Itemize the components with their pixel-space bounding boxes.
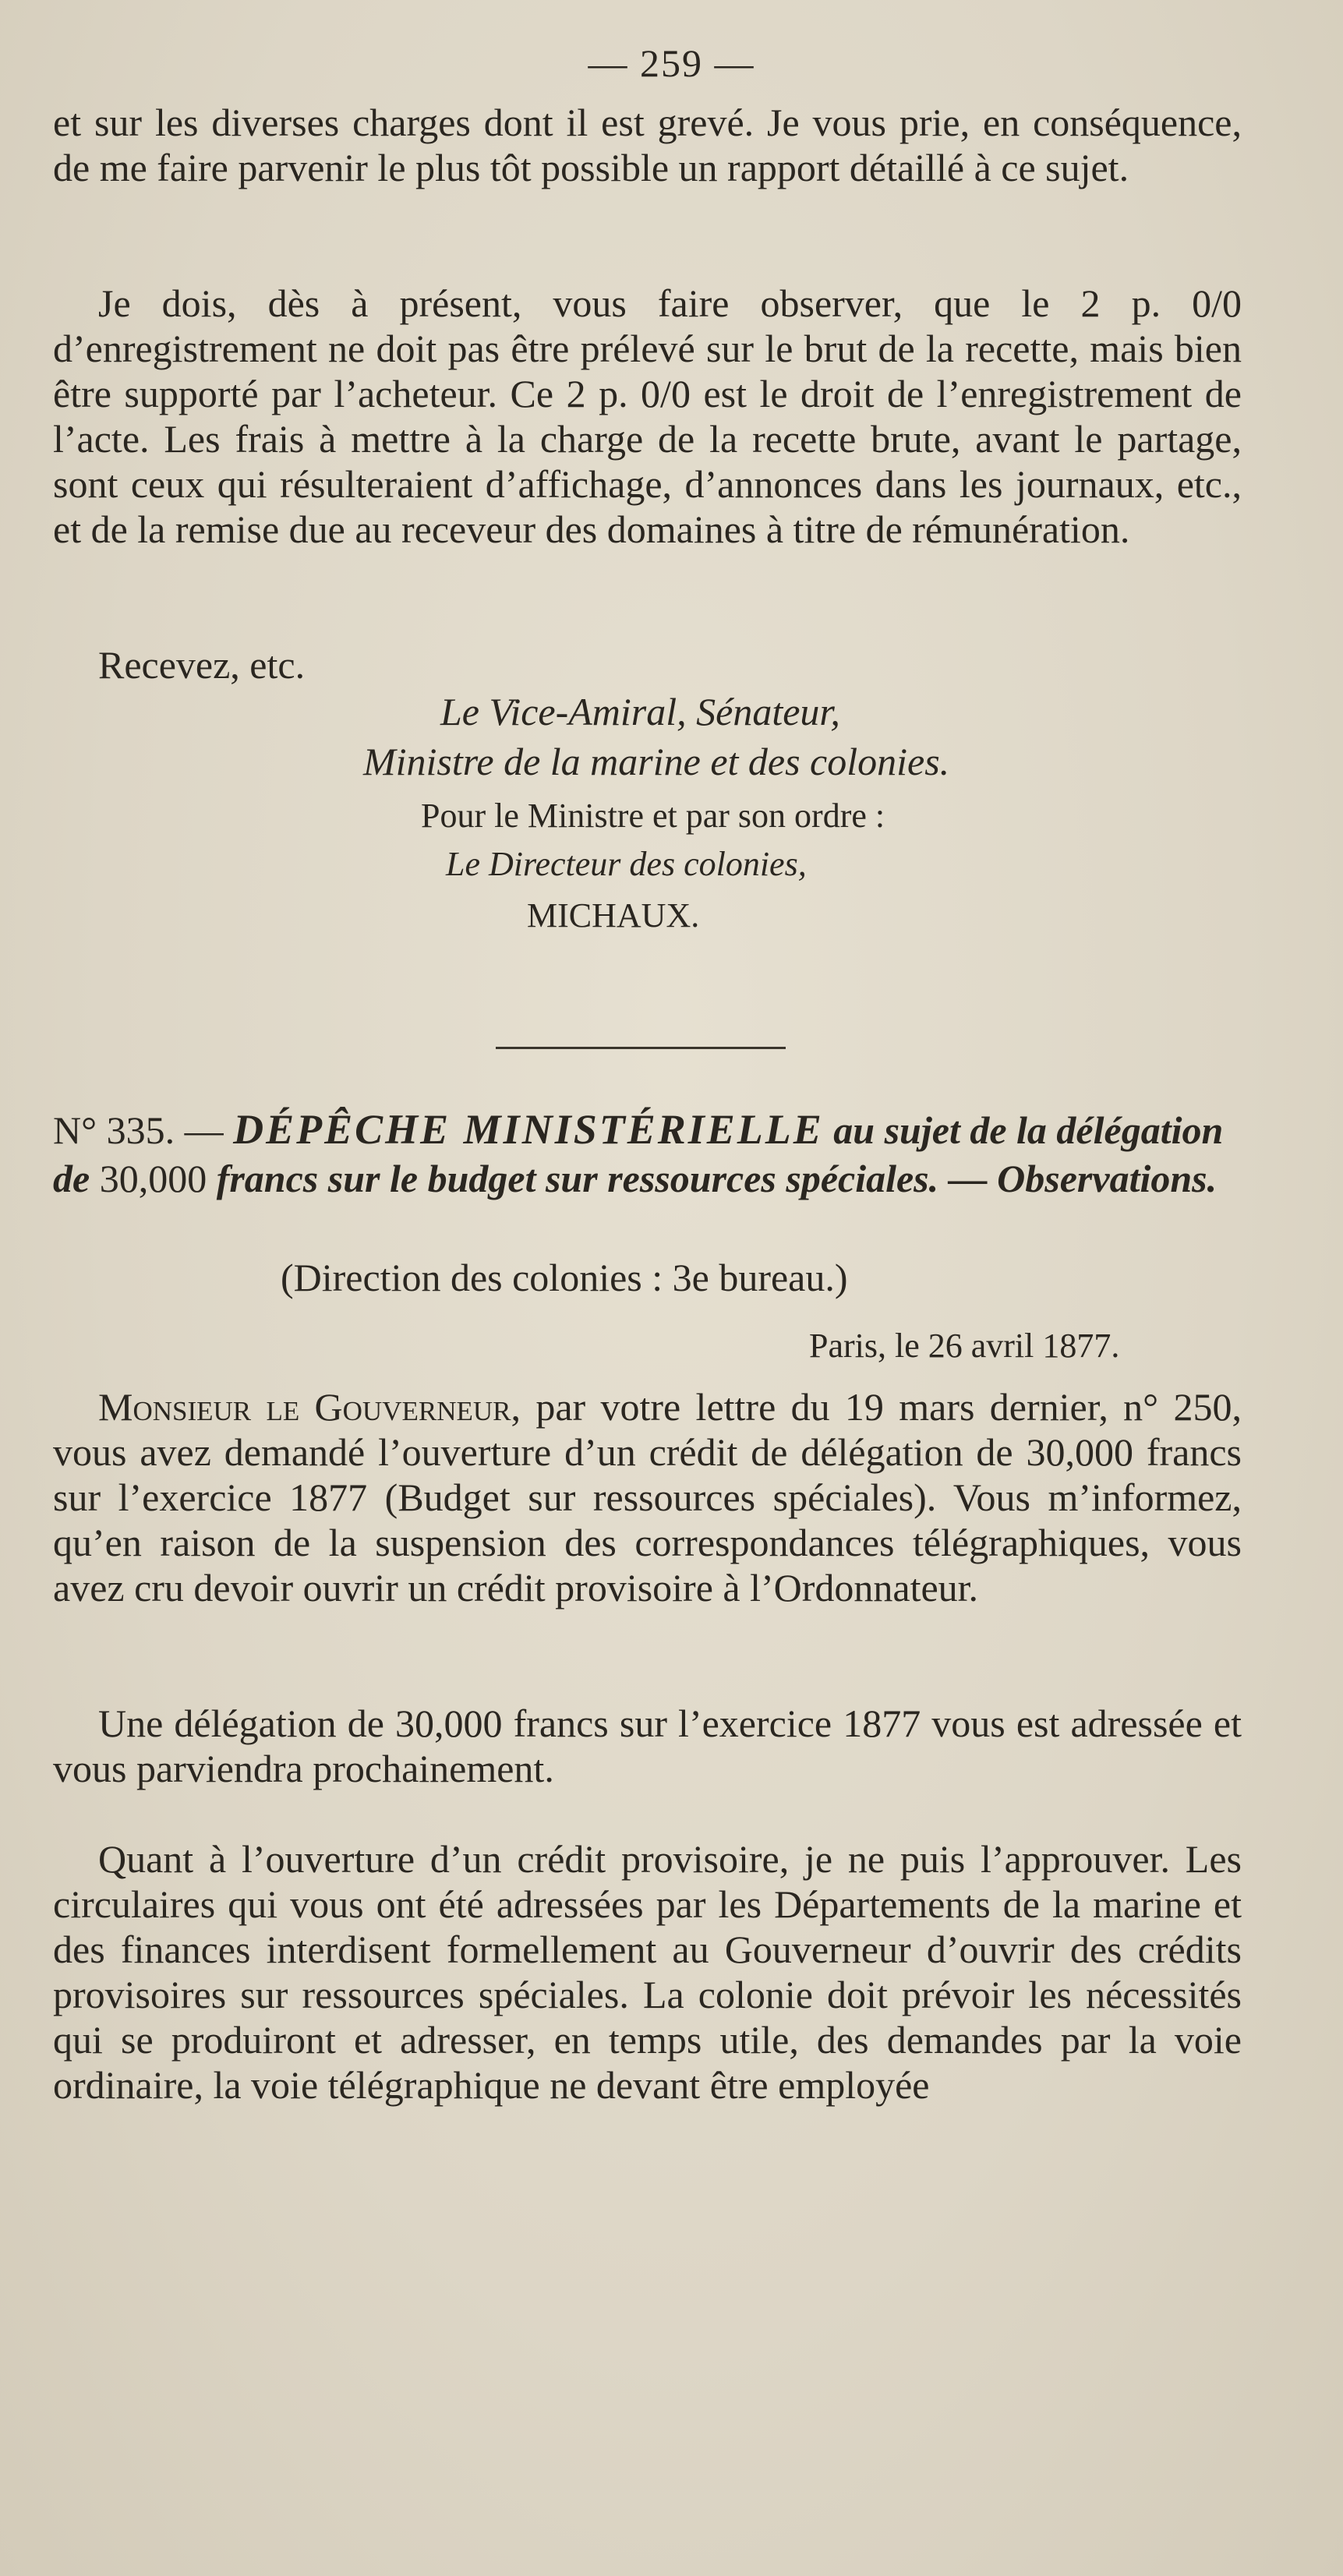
letter-continuation: et sur les diverses charges dont il est grevé. Je vous prie, en conséquence, de me faire parvenir le plus tôt possible un rapport détaillé à ce sujet.	[53, 101, 1242, 189]
document-title-amount: 30,000	[99, 1157, 207, 1200]
signature-name: MICHAUX.	[527, 896, 700, 935]
document-title-caps: DÉPÊCHE MINISTÉRIELLE	[233, 1106, 824, 1153]
document-paragraph-2: Une délégation de 30,000 francs sur l’exercice 1877 vous est adressée et vous parviendra prochainement.	[53, 1701, 1242, 1790]
document-paragraph-1	[53, 1384, 1242, 1610]
dateline: Paris, le 26 avril 1877.	[809, 1327, 1120, 1365]
paragraph-1-text: par votre lettre du 19 mars dernier, n° 250, vous avez demandé l’ouverture d’un crédit de délégation de 30,000 francs sur l’exercice 1877 (Budget sur ressources spéciales). Vous m’informez, qu’en raison de la suspension des correspondances télégraphiques, vous avez cru devoir ouvrir un crédit provisoire à l’Ordonnateur.	[53, 1385, 1242, 1610]
document-title-observations: Observations.	[997, 1157, 1218, 1200]
signature-title: Le Vice-Amiral, Sénateur,	[440, 690, 840, 733]
document-title-part2: francs sur le budget sur ressources spéciales. —	[216, 1157, 988, 1200]
signature-director: Le Directeur des colonies,	[446, 845, 807, 883]
signature-delegation: Pour le Ministre et par son ordre :	[421, 797, 885, 835]
document-heading	[53, 1105, 1242, 1203]
letter-paragraph: Je dois, dès à présent, vous faire observer, que le 2 p. 0/0 d’enregistrement ne doit pas être prélevé sur le brut de la recette, mais bien être supporté par l’acheteur. Ce 2 p. 0/0 est le droit de l’enregistrement de l’acte. Les frais à mettre à la charge de la recette brute, avant le partage, sont ceux qui résulteraient d’affichage, d’annonces dans les journaux, etc., et de la remise due au receveur des domaines à titre de rémunération.	[53, 281, 1242, 551]
document-paragraph-3: Quant à l’ouverture d’un crédit provisoire, je ne puis l’approuver. Les circulaires qui vous ont été adressées par les Départements de la marine et des finances interdisent formellement au Gouverneur d’ouvrir des crédits provisoires sur ressources spéciales. La colonie doit prévoir les nécessités qui se produiront et adresser, en temps utile, des demandes par la voie ordinaire, la voie télégraphique ne devant être employée	[53, 1837, 1242, 2107]
direction-line: (Direction des colonies : 3e bureau.)	[281, 1256, 848, 1299]
section-divider	[496, 1047, 786, 1049]
document-number: N° 335. —	[53, 1108, 224, 1152]
letter-closing: Recevez, etc.	[98, 643, 306, 687]
salutation: Monsieur le Gouverneur,	[98, 1385, 521, 1429]
document-title-part1: au sujet de la délégation de	[53, 1108, 1224, 1200]
signature-office: Ministre de la marine et des colonies.	[363, 740, 950, 783]
page-number: — 259 —	[588, 41, 755, 85]
